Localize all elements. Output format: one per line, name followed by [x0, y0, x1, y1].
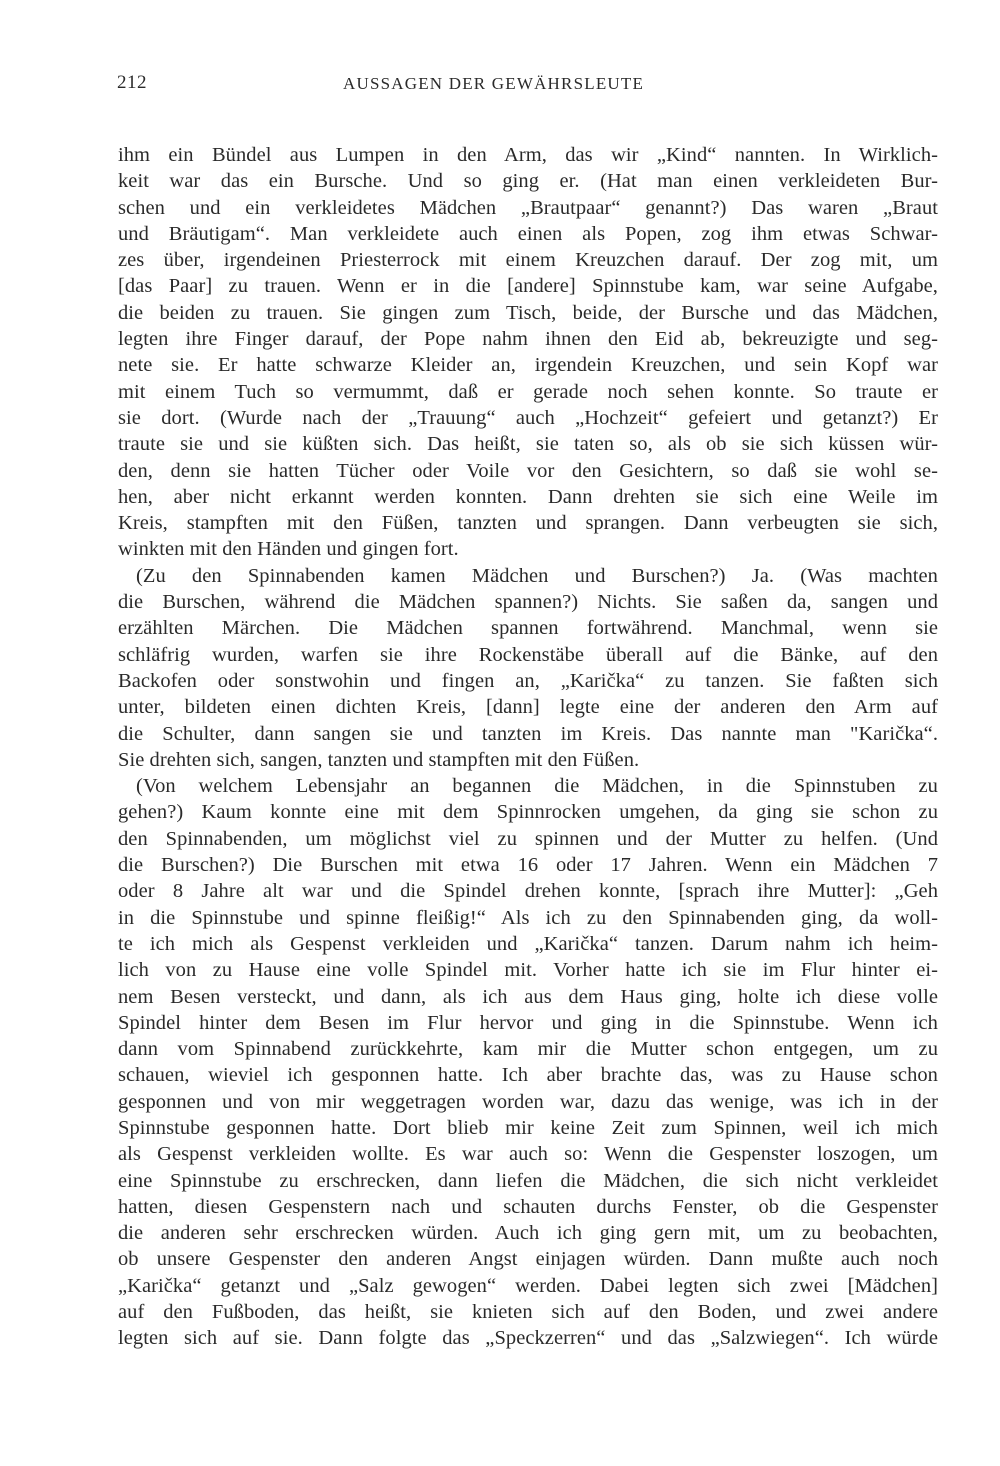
text-line: erzählten Märchen. Die Mädchen spannen fortwährend. Manchmal, wenn sie: [118, 617, 938, 640]
text-line: die anderen sehr erschrecken würden. Auch ich ging gern mit, um zu beobachten,: [118, 1222, 938, 1245]
text-line: legten ihre Finger darauf, der Pope nahm ihnen den Eid ab, bekreuzigte und seg-: [118, 328, 938, 351]
text-line: legten sich auf sie. Dann folgte das „Speckzerren“ und das „Salzwiegen“. Ich würde: [118, 1327, 938, 1350]
text-line: als Gespenst verkleiden wollte. Es war auch so: Wenn die Gespenster loszogen, um: [118, 1143, 938, 1166]
text-line: Spindel hinter dem Besen im Flur hervor und ging in die Spinnstube. Wenn ich: [118, 1011, 938, 1034]
text-line: die Burschen?) Die Burschen mit etwa 16 oder 17 Jahren. Wenn ein Mädchen 7: [118, 854, 938, 877]
text-line: dann vom Spinnabend zurückkehrte, kam mir die Mutter schon entgegen, um zu: [118, 1038, 938, 1061]
text-line: traute sie und sie küßten sich. Das heißt, sie taten so, als ob sie sich küssen wür-: [118, 433, 938, 456]
text-line: den, denn sie hatten Tücher oder Voile vor den Gesichtern, so daß sie wohl se-: [118, 459, 938, 482]
text-line: nem Besen versteckt, und dann, als ich aus dem Haus ging, holte ich diese volle: [118, 985, 938, 1008]
text-line: hen, aber nicht erkannt werden konnten. Dann drehten sie sich eine Weile im: [118, 485, 938, 508]
text-line: die Burschen, während die Mädchen spannen?) Nichts. Sie saßen da, sangen und: [118, 591, 938, 614]
text-line: und Bräutigam“. Man verkleidete auch einen als Popen, zog ihm etwas Schwar-: [118, 222, 938, 245]
text-line: die Schulter, dann sangen sie und tanzten im Kreis. Das nannte man "Karička“.: [118, 722, 938, 745]
running-title: AUSSAGEN DER GEWÄHRSLEUTE: [343, 74, 645, 93]
text-line: mit einem Tuch so vermummt, daß er gerade noch sehen konnte. So traute er: [118, 380, 938, 403]
text-line: in die Spinnstube und spinne fleißig!“ Als ich zu den Spinnabenden ging, da woll-: [118, 906, 938, 929]
text-line: [das Paar] zu trauen. Wenn er in die [andere] Spinnstube kam, war seine Aufgabe,: [118, 275, 938, 298]
text-line: schen und ein verkleidetes Mädchen „Brautpaar“ genannt?) Das waren „Braut: [118, 196, 938, 219]
text-line: gesponnen und von mir weggetragen worden war, dazu das wenige, was ich in der: [118, 1090, 938, 1113]
text-line: unter, bildeten einen dichten Kreis, [dann] legte eine der anderen den Arm auf: [118, 696, 938, 719]
text-line: (Zu den Spinnabenden kamen Mädchen und Burschen?) Ja. (Was machten: [136, 564, 938, 587]
text-line: lich von zu Hause eine volle Spindel mit. Vorher hatte ich sie im Flur hinter ei-: [118, 959, 938, 982]
text-line: Spinnstube gesponnen hatte. Dort blieb mir keine Zeit zum Spinnen, weil ich mich: [118, 1116, 938, 1139]
text-line: zes über, irgendeinen Priesterrock mit einem Kreuzchen darauf. Der zog mit, um: [118, 249, 938, 272]
text-line: den Spinnabenden, um möglichst viel zu spinnen und der Mutter zu helfen. (Und: [118, 827, 938, 850]
text-line: sie dort. (Wurde nach der „Trauung“ auch „Hochzeit“ gefeiert und getanzt?) Er: [118, 406, 938, 429]
text-line: ob unsere Gespenster den anderen Angst einjagen würden. Dann mußte auch noch: [118, 1248, 938, 1271]
text-line: schläfrig wurden, warfen sie ihre Rockenstäbe überall auf die Bänke, auf den: [118, 643, 938, 666]
text-line: Sie drehten sich, sangen, tanzten und stampften mit den Füßen.: [118, 748, 640, 771]
text-line: gehen?) Kaum konnte eine mit dem Spinnrocken umgehen, da ging sie schon zu: [118, 801, 938, 824]
text-line: (Von welchem Lebensjahr an begannen die Mädchen, in die Spinnstuben zu: [136, 775, 938, 798]
text-line: Kreis, stampften mit den Füßen, tanzten und sprangen. Dann verbeugten sie sich,: [118, 512, 938, 535]
text-line: hatten, diesen Gespenstern nach und schauten durchs Fenster, ob die Gespenster: [118, 1195, 938, 1218]
text-line: auf den Fußboden, das heißt, sie knieten sich auf den Boden, und zwei andere: [118, 1301, 938, 1324]
text-line: Backofen oder sonstwohin und fingen an, „Karička“ zu tanzen. Sie faßten sich: [118, 669, 938, 692]
body-text: [118, 142, 938, 1352]
text-line: „Karička“ getanzt und „Salz gewogen“ werden. Dabei legten sich zwei [Mädchen]: [118, 1274, 938, 1297]
text-line: ihm ein Bündel aus Lumpen in den Arm, das wir „Kind“ nannten. In Wirklich-: [118, 144, 938, 166]
text-line: schauen, wieviel ich gesponnen hatte. Ich aber brachte das, was zu Hause schon: [118, 1064, 938, 1087]
text-line: keit war das ein Bursche. Und so ging er. (Hat man einen verkleideten Bur-: [118, 170, 938, 193]
text-line: te ich mich als Gespenst verkleiden und „Karička“ tanzen. Darum nahm ich heim-: [118, 932, 938, 955]
text-line: oder 8 Jahre alt war und die Spindel drehen konnte, [sprach ihre Mutter]: „Geh: [118, 880, 938, 903]
text-line: nete sie. Er hatte schwarze Kleider an, irgendein Kreuzchen, und sein Kopf war: [118, 354, 938, 377]
page-number: 212: [117, 72, 147, 93]
text-line: winkten mit den Händen und gingen fort.: [118, 538, 459, 561]
text-line: eine Spinnstube zu erschrecken, dann liefen die Mädchen, die sich nicht verkleidet: [118, 1169, 938, 1192]
text-line: die beiden zu trauen. Sie gingen zum Tisch, beide, der Bursche und das Mädchen,: [118, 301, 938, 324]
